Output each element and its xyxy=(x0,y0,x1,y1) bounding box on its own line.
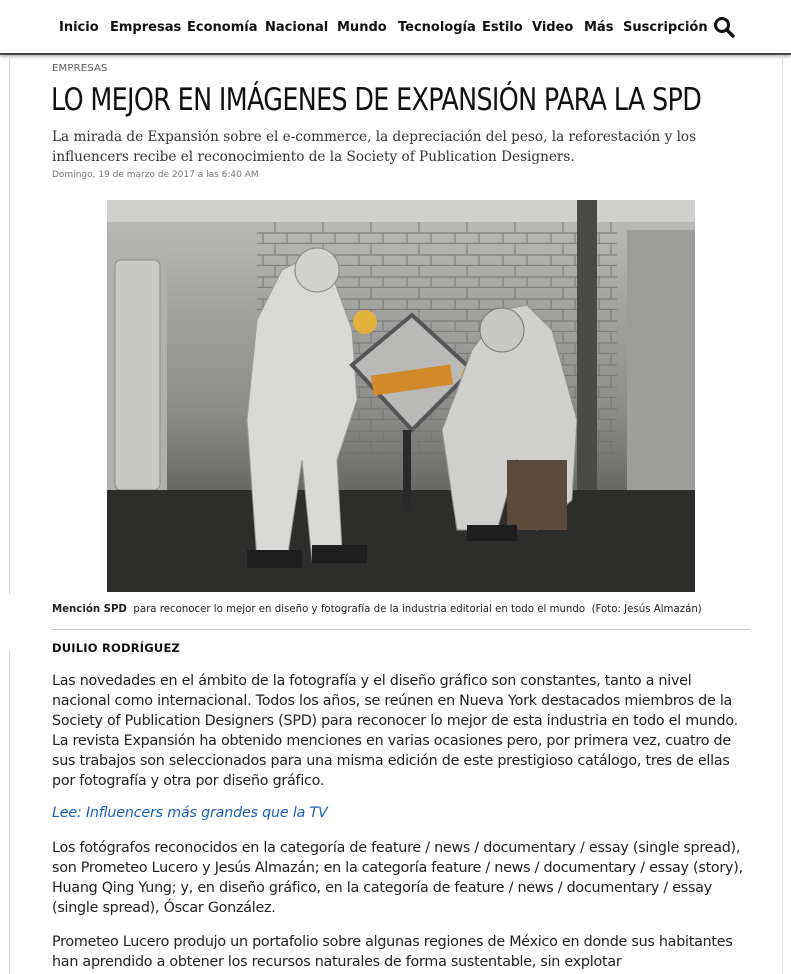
nav-item-video[interactable]: Video xyxy=(532,20,574,35)
nav-item-mas[interactable]: Más xyxy=(584,20,614,35)
left-column-rule xyxy=(9,650,10,974)
nav-item-mundo[interactable]: Mundo xyxy=(337,20,387,35)
caption-credit: (Foto: Jesús Almazán) xyxy=(591,604,702,615)
section-label[interactable]: EMPRESAS xyxy=(52,63,108,74)
photo-caption xyxy=(52,604,702,615)
article-headline: LO MEJOR EN IMÁGENES DE EXPANSIÓN PARA LA SPD xyxy=(51,82,702,118)
top-navigation xyxy=(0,0,791,55)
nav-item-estilo[interactable]: Estilo xyxy=(482,20,523,35)
caption-text: para reconocer lo mejor en diseño y fotografía de la industria editorial en todo el mundo xyxy=(133,604,586,615)
body-paragraph: Los fotógrafos reconocidos en la categoría de feature / news / documentary / essay (single spread), son Prometeo Lucero y Jesús Almazán; en la categoría feature / news / documentary / essay (story), Huang Qing Yung; y, en diseño gráfico, en la categoría de feature / news / documentary / essay (single spread), Óscar González. xyxy=(52,840,743,916)
body-paragraph: Las novedades en el ámbito de la fotografía y el diseño gráfico son constantes, tanto a nivel nacional como internacional. Todos los años, se reúnen en Nueva York destacados miembros de la Society of Publication Designers (SPD) para reconocer lo mejor de esta industria en todo el mundo. La revista Expansión ha obtenido menciones en varias ocasiones pero, por primera vez, cuatro de sus trabajos son seleccionados para una misma edición de este prestigioso catálogo, tres de ellas por fotografía y otra por diseño gráfico. xyxy=(52,673,738,789)
related-article-link[interactable]: Lee: Influencers más grandes que la TV xyxy=(52,805,328,821)
left-column-rule xyxy=(9,55,10,595)
right-column-rule xyxy=(782,55,783,974)
nav-item-tecnologia[interactable]: Tecnología xyxy=(398,20,476,35)
author-byline: DUILIO RODRÍGUEZ xyxy=(52,641,181,655)
nav-item-economia[interactable]: Economía xyxy=(187,20,258,35)
nav-item-nacional[interactable]: Nacional xyxy=(265,20,329,35)
article-date: Domingo, 19 de marzo de 2017 a las 6:40 AM xyxy=(52,170,259,180)
article-dek: La mirada de Expansión sobre el e-commerce, la depreciación del peso, la reforestación y los influencers recibe el reconocimiento de la Society of Publication Designers. xyxy=(52,129,697,165)
nav-item-suscripcion[interactable]: Suscripción xyxy=(623,20,708,35)
body-paragraph: Prometeo Lucero produjo un portafolio sobre algunas regiones de México en donde sus habitantes han aprendido a obtener los recursos naturales de forma sustentable, sin explotar xyxy=(52,934,733,970)
nav-item-empresas[interactable]: Empresas xyxy=(110,20,182,35)
search-icon[interactable] xyxy=(713,16,735,38)
caption-title: Mención SPD xyxy=(52,604,127,615)
article-photo xyxy=(107,200,695,592)
divider xyxy=(52,629,750,630)
nav-item-inicio[interactable]: Inicio xyxy=(59,20,99,35)
